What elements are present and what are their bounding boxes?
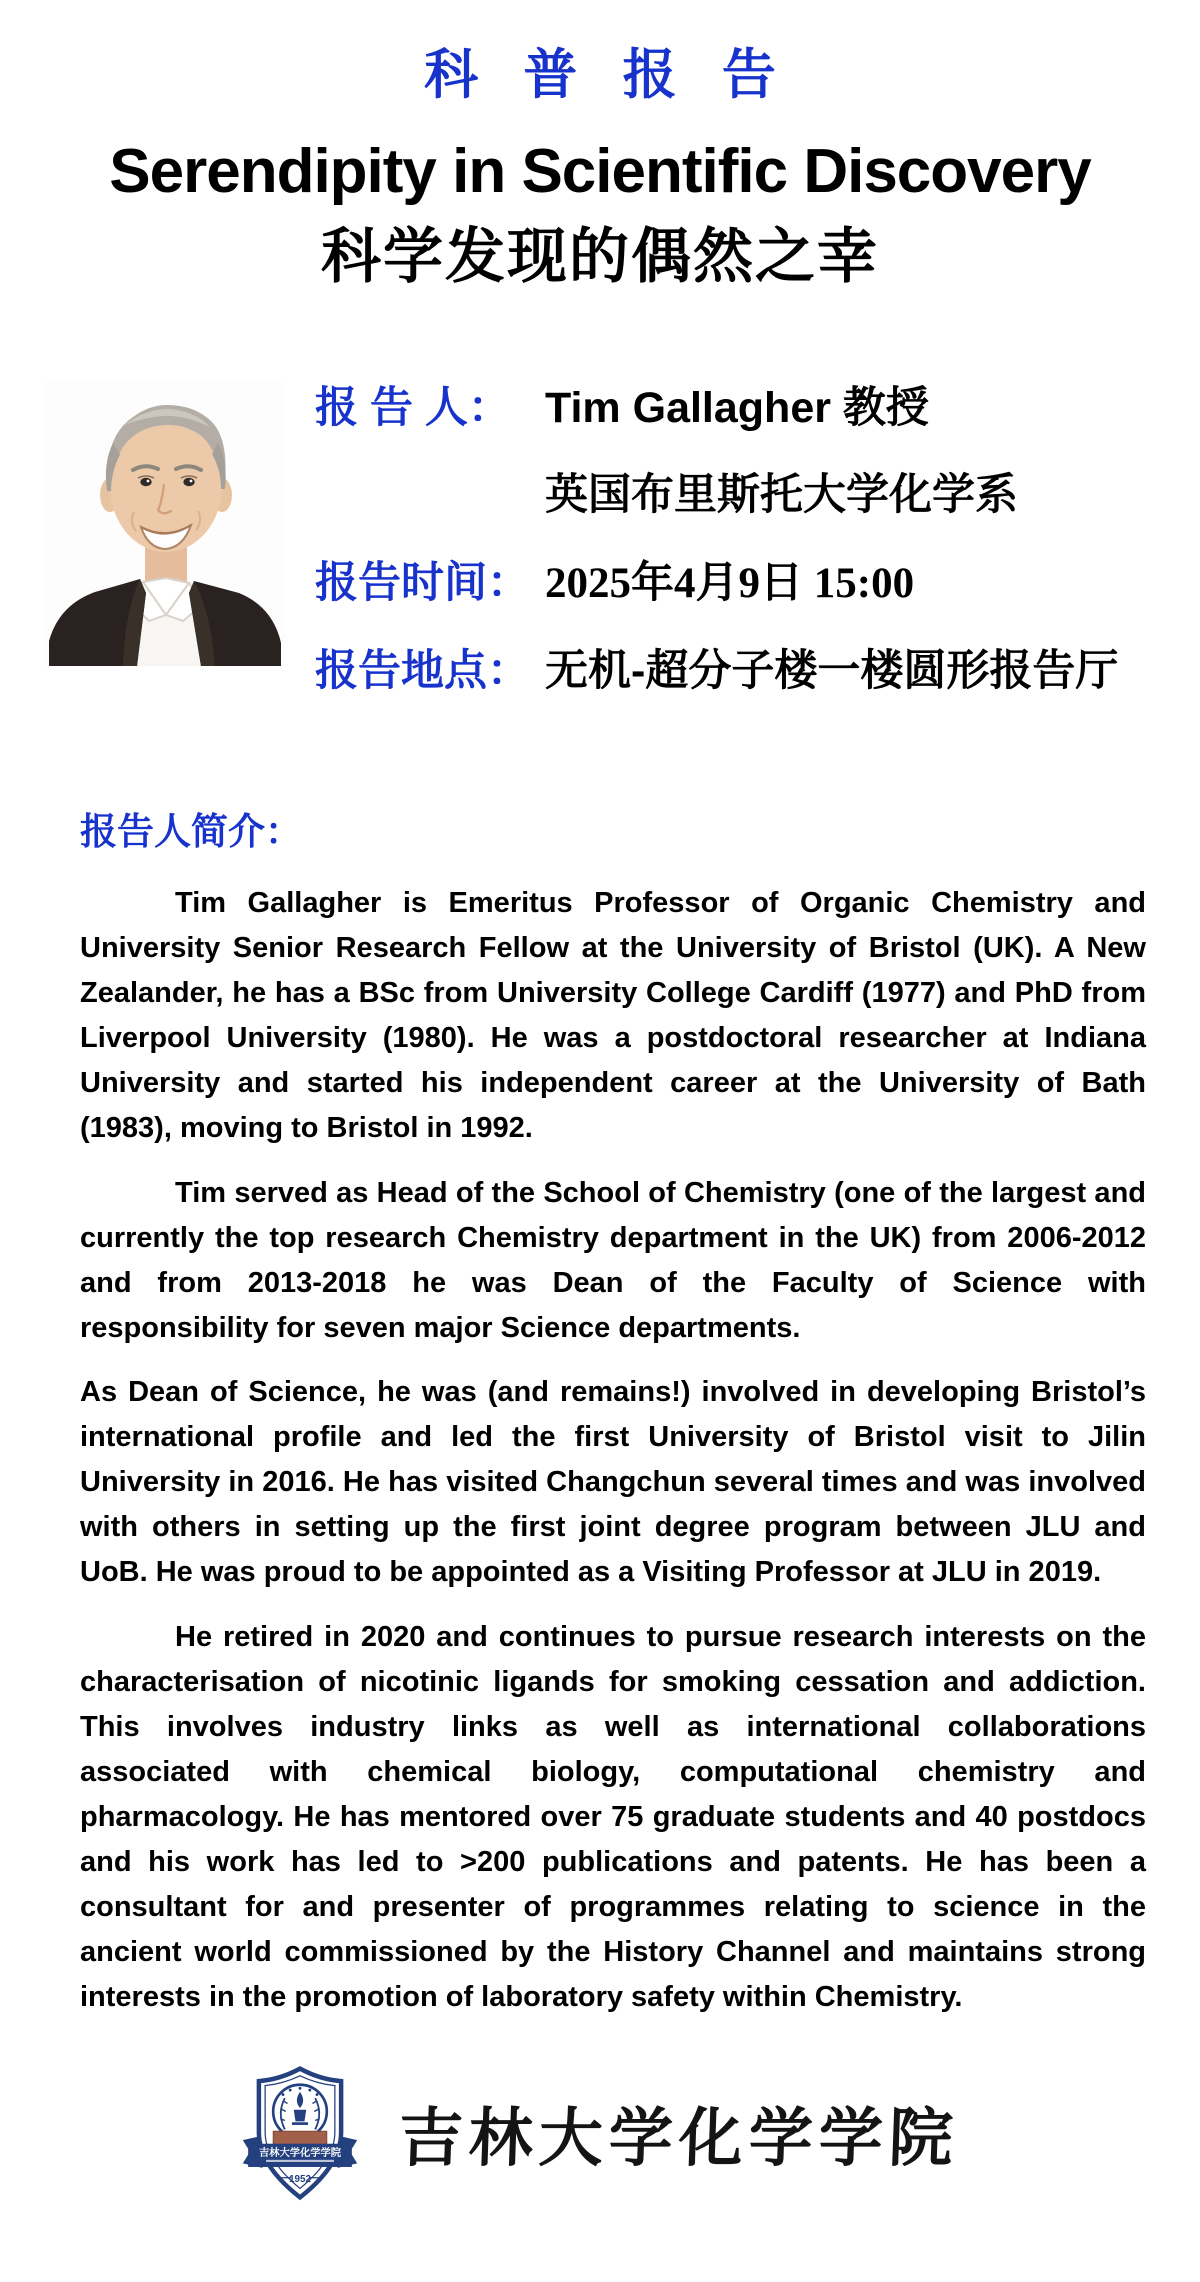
logo-year: 1952 bbox=[289, 2173, 311, 2185]
venue-label: 报告地点： bbox=[315, 646, 530, 695]
footer bbox=[0, 2062, 1200, 2204]
bio-paragraph-4: He retired in 2020 and continues to pursue research interests on the characterisation of nicotinic ligands for smoking cessation and addiction. This involves industry links as well as international collaborations associated with chemical biology, computational chemistry and pharmacology. He has mentored over 75 graduate students and 40 postdocs and his work has led to >200 publications and patents. He has been a consultant for and presenter of programmes relating to science in the ancient world commissioned by the History Channel and maintains strong interests in the promotion of laboratory safety within Chemistry. bbox=[80, 1621, 1146, 2013]
category-title: 科 普 报 告 bbox=[424, 45, 791, 105]
university-crest-icon bbox=[241, 2062, 359, 2204]
time-row bbox=[315, 558, 1118, 610]
organization-name: 吉林大学化学学院 bbox=[397, 2101, 961, 2174]
affiliation-row bbox=[315, 470, 1118, 522]
logo-banner-text: 吉林大学化学学院 bbox=[258, 2147, 342, 2159]
time-value: 2025年4月9日 15:00 bbox=[545, 559, 915, 607]
speaker-info-section bbox=[45, 381, 1200, 733]
bio-paragraph-3: As Dean of Science, he was (and remains!) involved in developing Bristol’s international profile and led the first University of Bristol visit to Jilin University in 2016. He has visited Changchun several times and was involved with others in setting up the first joint degree program between JLU and UoB. He was proud to be appointed as a Visiting Professor at JLU in 2019. bbox=[80, 1376, 1146, 1589]
bio-heading: 报告人简介： bbox=[80, 811, 302, 853]
speaker-portrait-illustration bbox=[45, 381, 285, 666]
speaker-name: Tim Gallagher 教授 bbox=[545, 383, 929, 432]
bio-paragraph-2: Tim served as Head of the School of Chemistry (one of the largest and currently the top research Chemistry department in the UK) from 2006-2012 and from 2013-2018 he was Dean of the Faculty of Science with responsibility for seven major Science departments. bbox=[80, 1176, 1146, 1344]
lecture-title-english: Serendipity in Scientific Discovery bbox=[109, 137, 1091, 206]
university-logo bbox=[241, 2062, 359, 2204]
speaker-photo bbox=[45, 381, 285, 666]
speaker-row bbox=[315, 383, 1118, 435]
lecture-title-chinese: 科学发现的偶然之幸 bbox=[321, 222, 879, 290]
lecture-poster bbox=[0, 32, 1200, 2282]
bio-paragraph-1: Tim Gallagher is Emeritus Professor of Organic Chemistry and University Senior Research Fellow at the University of Bristol (UK). A New Zealander, he has a BSc from University College Cardiff (1977) and PhD from Liverpool University (1980). He was a postdoctoral researcher at Indiana University and started his independent career at the University of Bath (1983), moving to Bristol in 1992. bbox=[80, 887, 1146, 1144]
speaker-affiliation: 英国布里斯托大学化学系 bbox=[545, 471, 1018, 520]
time-label: 报告时间： bbox=[315, 558, 530, 607]
venue-row bbox=[315, 646, 1118, 698]
speaker-label: 报 告 人： bbox=[315, 383, 511, 432]
speaker-bio-section bbox=[80, 801, 1146, 2020]
venue-value: 无机-超分子楼一楼圆形报告厅 bbox=[545, 646, 1119, 695]
speaker-info-lines bbox=[315, 381, 1118, 733]
